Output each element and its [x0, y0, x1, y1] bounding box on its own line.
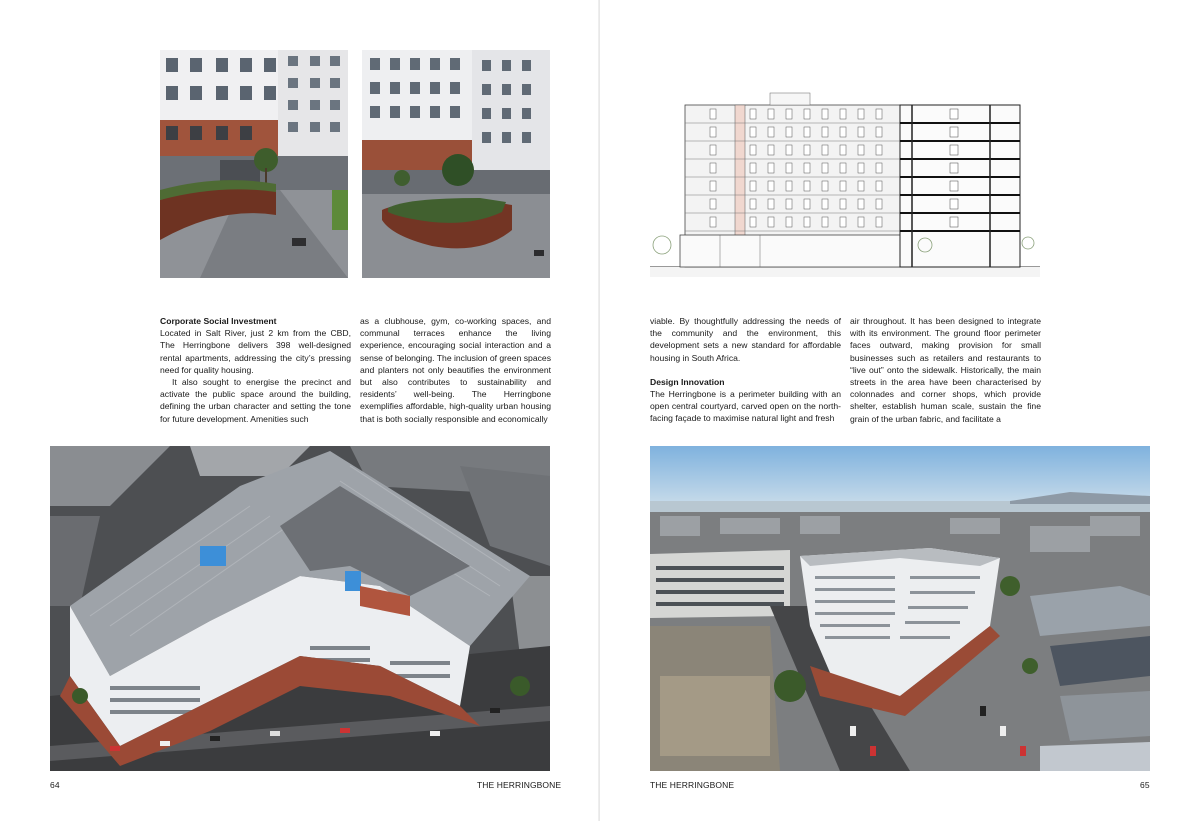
- right-page: [600, 0, 1200, 821]
- right-text-column-1: [650, 315, 841, 425]
- body-paragraph: as a clubhouse, gym, co-working spaces, and communal terraces enhance the living experience, encouraging social interaction and a sense of belonging. The inclusion of green spaces and planters not only beautifies the environment but also contributes to sustainability and residents’ well-being. The Herringbone exemplifies affordable, high-quality urban housing that is both socially responsible and economically: [360, 316, 551, 424]
- body-paragraph: air throughout. It has been designed to integrate with its environment. The ground floor perimeter faces outward, making provision for small businesses such as retailers and restaurants to “live out” onto the sidewalk. Historically, the main streets in the area have been characterised by colonnades and corner shops, which provide shelter, establish human scale, sustain the fine grain of the urban fabric, and facilitate a: [850, 316, 1041, 424]
- section-heading-corporate-social-investment: Corporate Social Investment: [160, 316, 277, 326]
- elevation-section-drawing: [650, 85, 1040, 277]
- left-text-column-1: [160, 315, 351, 425]
- page-number: 64: [50, 780, 60, 790]
- page-number: 65: [1140, 780, 1150, 790]
- left-text-column-2: [360, 315, 551, 425]
- courtyard-photo-right: [362, 50, 550, 278]
- aerial-photo-left: [50, 446, 550, 771]
- running-title: THE HERRINGBONE: [650, 780, 735, 790]
- running-title: THE HERRINGBONE: [477, 780, 562, 790]
- section-heading-design-innovation: Design Innovation: [650, 376, 725, 387]
- body-paragraph: The Herringbone is a perimeter building with an open central courtyard, carved open on the north-facing façade to maximise natural light and fresh: [650, 389, 841, 424]
- body-paragraph: It also sought to energise the precinct and activate the public space around the building, defining the urban character and setting the tone for future development. Amenities such: [160, 377, 351, 424]
- aerial-photo-right: [650, 446, 1150, 771]
- courtyard-photo-left: [160, 50, 348, 278]
- body-paragraph: viable. By thoughtfully addressing the needs of the community and the environment, this development sets a new standard for affordable housing in South Africa.: [650, 316, 841, 363]
- right-text-column-2: [850, 315, 1041, 425]
- body-paragraph: Located in Salt River, just 2 km from the CBD, The Herringbone delivers 398 well-designed rental apartments, addressing the city’s pressing need for quality housing.: [160, 328, 351, 375]
